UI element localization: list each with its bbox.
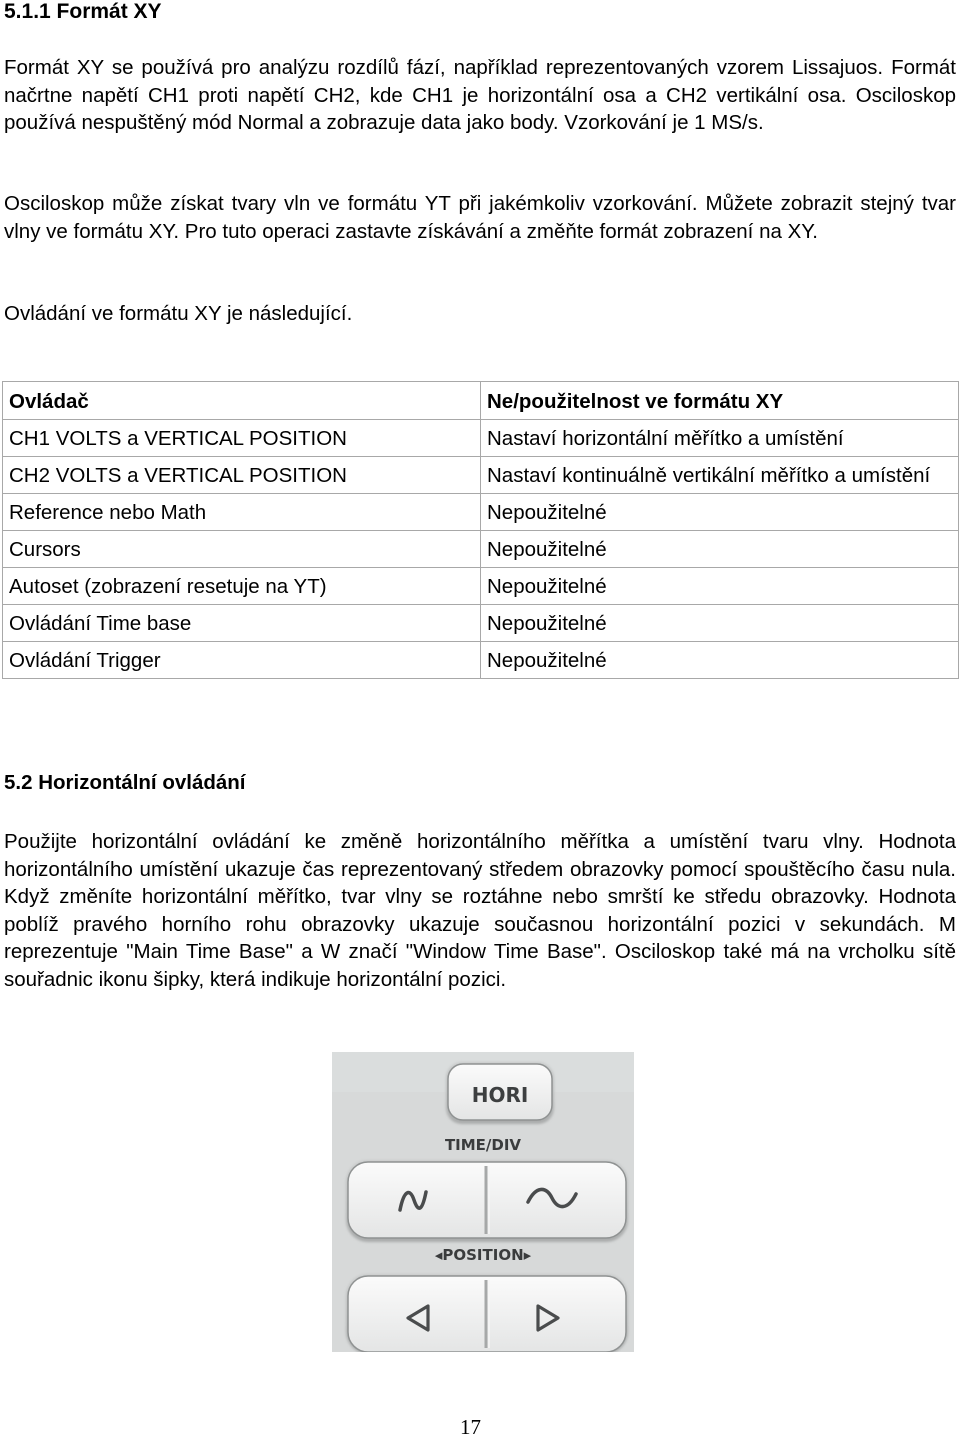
table-cell-usage: Nepoužitelné <box>481 568 959 605</box>
position-label: ◂POSITION▸ <box>434 1246 532 1264</box>
table-row <box>3 457 959 494</box>
table-cell-control: Reference nebo Math <box>3 494 481 531</box>
xy-format-paragraph: Formát XY se používá pro analýzu rozdílů fází, například reprezentovaných vzorem Lissajuos. Formát načrtne napětí CH1 proti napětí CH2, kde CH1 je horizontální osa a CH2 vertikální osa. Osciloskop používá nespuštěný mód Normal a zobrazuje data jako body. Vzorkování je 1 MS/s. <box>4 56 956 134</box>
table-cell-usage: Nepoužitelné <box>481 531 959 568</box>
table-row <box>3 420 959 457</box>
hori-label: HORI <box>471 1083 529 1107</box>
yt-format-paragraph: Osciloskop může získat tvary vln ve formátu YT při jakémkoliv vzorkování. Můžete zobrazit stejný tvar vlny ve formátu XY. Pro tuto operaci zastavte získávání a změňte formát zobrazení na XY. <box>4 192 956 243</box>
table-cell-control: CH1 VOLTS a VERTICAL POSITION <box>3 420 481 457</box>
table-cell-usage: Nastaví horizontální měřítko a umístění <box>481 420 959 457</box>
oscilloscope-horizontal-panel-photo <box>332 1052 634 1352</box>
table-row <box>3 494 959 531</box>
table-row <box>3 605 959 642</box>
table-cell-usage: Nepoužitelné <box>481 494 959 531</box>
table-row <box>3 642 959 679</box>
section-5-1-1-title: 5.1.1 Formát XY <box>4 0 162 23</box>
table-cell-usage: Nepoužitelné <box>481 642 959 679</box>
table-cell-control: Cursors <box>3 531 481 568</box>
timediv-rocker-button <box>346 1160 628 1242</box>
table-row <box>3 568 959 605</box>
page-number: 17 <box>460 1415 481 1439</box>
table-cell-control: Ovládání Time base <box>3 605 481 642</box>
table-header-cell: Ovládač <box>3 382 481 420</box>
timediv-label: TIME/DIV <box>444 1136 522 1154</box>
position-rocker-button <box>346 1274 628 1352</box>
table-cell-control: Ovládání Trigger <box>3 642 481 679</box>
table-cell-usage: Nepoužitelné <box>481 605 959 642</box>
table-row <box>3 531 959 568</box>
table-cell-control: CH2 VOLTS a VERTICAL POSITION <box>3 457 481 494</box>
horizontal-controls-paragraph: Použijte horizontální ovládání ke změně horizontálního měřítka a umístění tvaru vlny. Hodnota horizontálního umístění ukazuje čas reprezentovaný středem obrazovky pomocí spouštěcího času nula. Když změníte horizontální měřítko, tvar vlny se roztáhne nebo smrští ke středu obrazovky. Hodnota poblíž pravého horního rohu obrazovky ukazuje současnou horizontální pozici v sekundách. M reprezentuje "Main Time Base" a W značí "Window Time Base". Osciloskop také má na vrcholku sítě souřadnic ikonu šipky, která indikuje horizontální pozici. <box>4 830 956 991</box>
xy-controls-table <box>2 381 959 679</box>
table-header-cell: Ne/použitelnost ve formátu XY <box>481 382 959 420</box>
controls-intro-paragraph: Ovládání ve formátu XY je následující. <box>4 302 353 325</box>
table-header-row <box>3 382 959 420</box>
table-cell-control: Autoset (zobrazení resetuje na YT) <box>3 568 481 605</box>
section-5-2-title: 5.2 Horizontální ovládání <box>4 771 246 794</box>
table-cell-usage: Nastaví kontinuálně vertikální měřítko a umístění <box>481 457 959 494</box>
